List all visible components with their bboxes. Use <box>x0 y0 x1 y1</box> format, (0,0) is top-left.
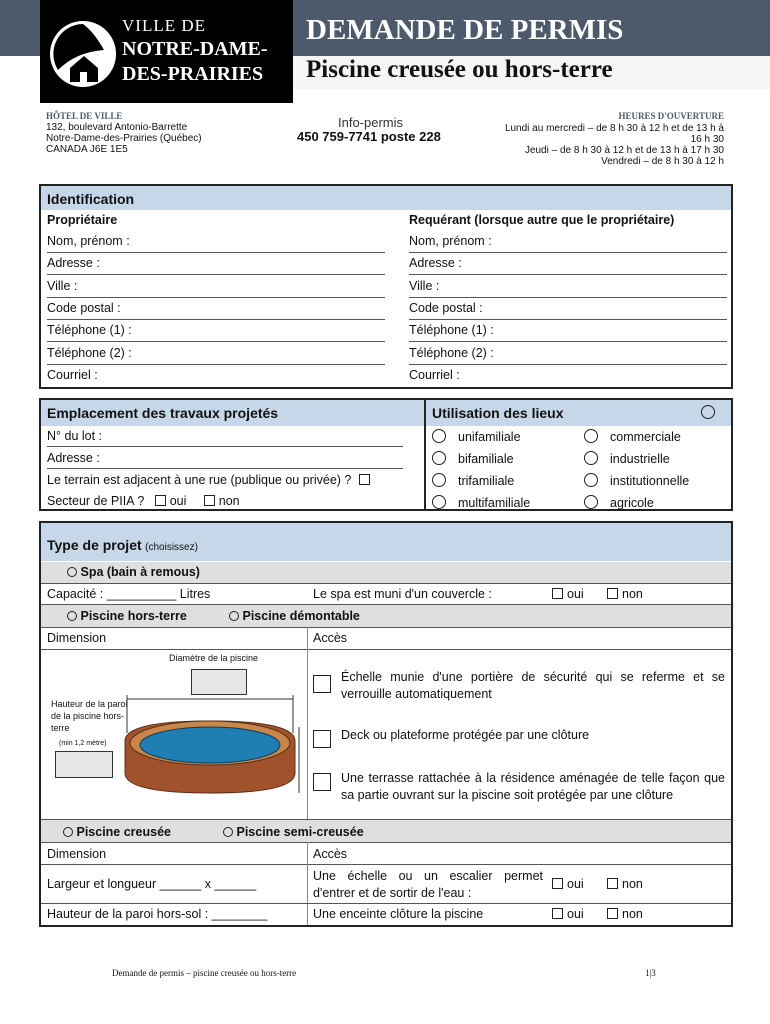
info-permis-label: Info-permis <box>338 115 404 130</box>
usage-option[interactable]: unifamiliale <box>432 429 521 444</box>
hours-line4: Vendredi – de 8 h 30 à 12 h <box>601 156 724 167</box>
location-section <box>39 398 733 511</box>
adjacent-checkbox[interactable] <box>359 474 370 485</box>
usage-option[interactable]: institutionnelle <box>584 473 689 488</box>
dimension-label-2: Dimension <box>47 847 107 861</box>
ladder-question: Une échelle ou un escalier permet d'entrer et de sortir de l'eau : <box>313 869 543 900</box>
usage-radio[interactable] <box>432 495 446 509</box>
project-title: Type de projet (choisissez) <box>47 537 198 553</box>
spa-cover-no-checkbox[interactable] <box>607 588 618 599</box>
spa-option: Spa (bain à remous) <box>67 565 200 579</box>
requester-field[interactable]: Courriel : <box>409 367 460 382</box>
address-line1: 132, boulevard Antonio-Barrette <box>46 122 188 133</box>
usage-option[interactable]: industrielle <box>584 451 670 466</box>
diameter-label: Diamètre de la piscine <box>169 653 259 663</box>
usage-option[interactable]: bifamiliale <box>432 451 514 466</box>
ladder-checkbox[interactable] <box>313 675 331 693</box>
hotel-label: HÔTEL DE VILLE <box>46 111 123 121</box>
removable-radio[interactable] <box>229 611 239 621</box>
adjacent-question: Le terrain est adjacent à une rue (publique ou privée) ? <box>47 473 374 487</box>
access-label-2: Accès <box>313 847 348 861</box>
hours-line2: 16 h 30 <box>690 134 724 145</box>
hours-label: HEURES D'OUVERTURE <box>618 111 724 121</box>
usage-option[interactable]: agricole <box>584 495 654 510</box>
spa-cover-yes-checkbox[interactable] <box>552 588 563 599</box>
city-emblem-icon <box>46 12 120 92</box>
spa-capacity[interactable]: Capacité : __________ Litres <box>47 587 211 601</box>
piia-no-checkbox[interactable] <box>204 495 215 506</box>
hours-line1: Lundi au mercredi – de 8 h 30 à 12 h et de 13 h à <box>504 123 724 134</box>
fence-no-checkbox[interactable] <box>607 908 618 919</box>
info-phone: 450 759-7741 poste 228 <box>297 129 441 144</box>
dimension-label: Dimension <box>47 631 107 645</box>
wall-height-label: Hauteur de la paroi de la piscine hors-terre <box>51 699 128 733</box>
above-ground-radio[interactable] <box>67 611 77 621</box>
wall-above-field[interactable]: Hauteur de la paroi hors-sol : ________ <box>47 907 268 921</box>
deck-checkbox[interactable] <box>313 730 331 748</box>
spa-cover-question: Le spa est muni d'un couvercle : <box>313 587 492 601</box>
page-title: DEMANDE DE PERMIS <box>306 14 624 46</box>
usage-all-radio[interactable] <box>701 405 715 419</box>
semi-inground-radio[interactable] <box>223 827 233 837</box>
spa-radio[interactable] <box>67 567 77 577</box>
terrace-checkbox[interactable] <box>313 773 331 791</box>
terrace-text: Une terrasse rattachée à la résidence aménagée de telle façon que sa partie ouvrant sur la piscine soit protégée par une clôture <box>341 771 725 802</box>
wall-height-input[interactable] <box>55 751 113 778</box>
pool-illustration <box>121 693 311 803</box>
usage-radio[interactable] <box>584 473 598 487</box>
deck-text: Deck ou plateforme protégée par une clôture <box>341 728 590 742</box>
width-length-field[interactable]: Largeur et longueur ______ x ______ <box>47 877 257 891</box>
address-line3: CANADA J6E 1E5 <box>46 144 128 155</box>
inground-option: Piscine creusée <box>63 825 171 839</box>
semi-inground-option: Piscine semi-creusée <box>223 825 364 839</box>
fence-question: Une enceinte clôture la piscine <box>313 907 484 921</box>
removable-option: Piscine démontable <box>229 609 360 623</box>
requester-field[interactable]: Code postal : <box>409 300 483 315</box>
owner-field[interactable]: Code postal : <box>47 300 121 315</box>
above-ground-option: Piscine hors-terre <box>67 609 187 623</box>
access-label: Accès <box>313 631 348 645</box>
min-height-label: (min 1,2 mètre) <box>59 740 107 747</box>
logo-line3: DES-PRAIRIES <box>122 63 264 85</box>
requester-field[interactable]: Nom, prénom : <box>409 234 492 248</box>
usage-radio[interactable] <box>432 429 446 443</box>
lot-field[interactable]: N° du lot : <box>47 429 103 443</box>
footer-title: Demande de permis – piscine creusée ou hors-terre <box>112 968 297 978</box>
hours-line3: Jeudi – de 8 h 30 à 12 h et de 13 h à 17 h 30 <box>524 145 724 156</box>
address-line2: Notre-Dame-des-Prairies (Québec) <box>46 133 202 144</box>
requester-field[interactable]: Téléphone (2) : <box>409 345 494 360</box>
piia-yes-checkbox[interactable] <box>155 495 166 506</box>
usage-radio[interactable] <box>584 429 598 443</box>
inground-ladder-no-checkbox[interactable] <box>607 878 618 889</box>
usage-option[interactable]: multifamiliale <box>432 495 530 510</box>
requester-title: Requérant (lorsque autre que le propriétaire) <box>409 213 675 227</box>
location-address-field[interactable]: Adresse : <box>47 451 100 465</box>
usage-radio[interactable] <box>432 473 446 487</box>
owner-field[interactable]: Nom, prénom : <box>47 234 130 248</box>
logo-line2: NOTRE-DAME- <box>122 38 268 60</box>
identification-title: Identification <box>47 191 135 207</box>
fence-yes-checkbox[interactable] <box>552 908 563 919</box>
usage-option[interactable]: commerciale <box>584 429 681 444</box>
logo-line1: VILLE DE <box>122 16 207 35</box>
owner-field[interactable]: Courriel : <box>47 367 98 382</box>
usage-title: Utilisation des lieux <box>432 405 564 421</box>
location-title: Emplacement des travaux projetés <box>47 405 279 421</box>
ladder-text: Échelle munie d'une portière de sécurité qui se referme et se verrouille automatiquement <box>341 670 725 701</box>
usage-radio[interactable] <box>584 495 598 509</box>
owner-field[interactable]: Adresse : <box>47 256 100 271</box>
usage-radio[interactable] <box>584 451 598 465</box>
requester-field[interactable]: Ville : <box>409 278 440 293</box>
owner-title: Propriétaire <box>47 213 118 227</box>
page-number: 1|3 <box>645 968 656 978</box>
diameter-input[interactable] <box>191 669 247 695</box>
inground-radio[interactable] <box>63 827 73 837</box>
owner-field[interactable]: Téléphone (2) : <box>47 345 132 360</box>
page-subtitle: Piscine creusée ou hors-terre <box>306 56 613 83</box>
requester-field[interactable]: Téléphone (1) : <box>409 323 494 338</box>
owner-field[interactable]: Ville : <box>47 278 78 293</box>
usage-option[interactable]: trifamiliale <box>432 473 514 488</box>
project-section: Type de projet (choisissez) Spa (bain à remous) Capacité : __________ Litres Le spa est muni d'un couvercle : oui non Piscine hors-terre Piscine démontable Dimension Accès Diamètre de la piscine Hauteur de la paroi de la piscine hors-terre (min 1,2 mètre) Échelle munie d'une portière de sécurité qui se referme et se verrouille automatiquement Deck ou plateforme protégée par une clôture Une terrasse rattachée à la résidence aménagée de telle façon que sa partie ouvrant sur la piscine soit protégée par une clôture Piscine creusée Piscine semi-creusée Dimension Accès Largeur et longueur ______ x ______ Une échelle ou un escalier permet d'entrer et de sortir de l'eau : oui non Hauteur de la paroi hors-sol : ________ Une enceinte clôture la piscine oui non <box>39 521 733 927</box>
piia-question: Secteur de PIIA ? oui non <box>47 494 240 508</box>
requester-field[interactable]: Adresse : <box>409 256 462 271</box>
city-logo <box>40 0 293 103</box>
identification-section <box>39 184 733 389</box>
inground-ladder-yes-checkbox[interactable] <box>552 878 563 889</box>
owner-field[interactable]: Téléphone (1) : <box>47 323 132 338</box>
usage-radio[interactable] <box>432 451 446 465</box>
